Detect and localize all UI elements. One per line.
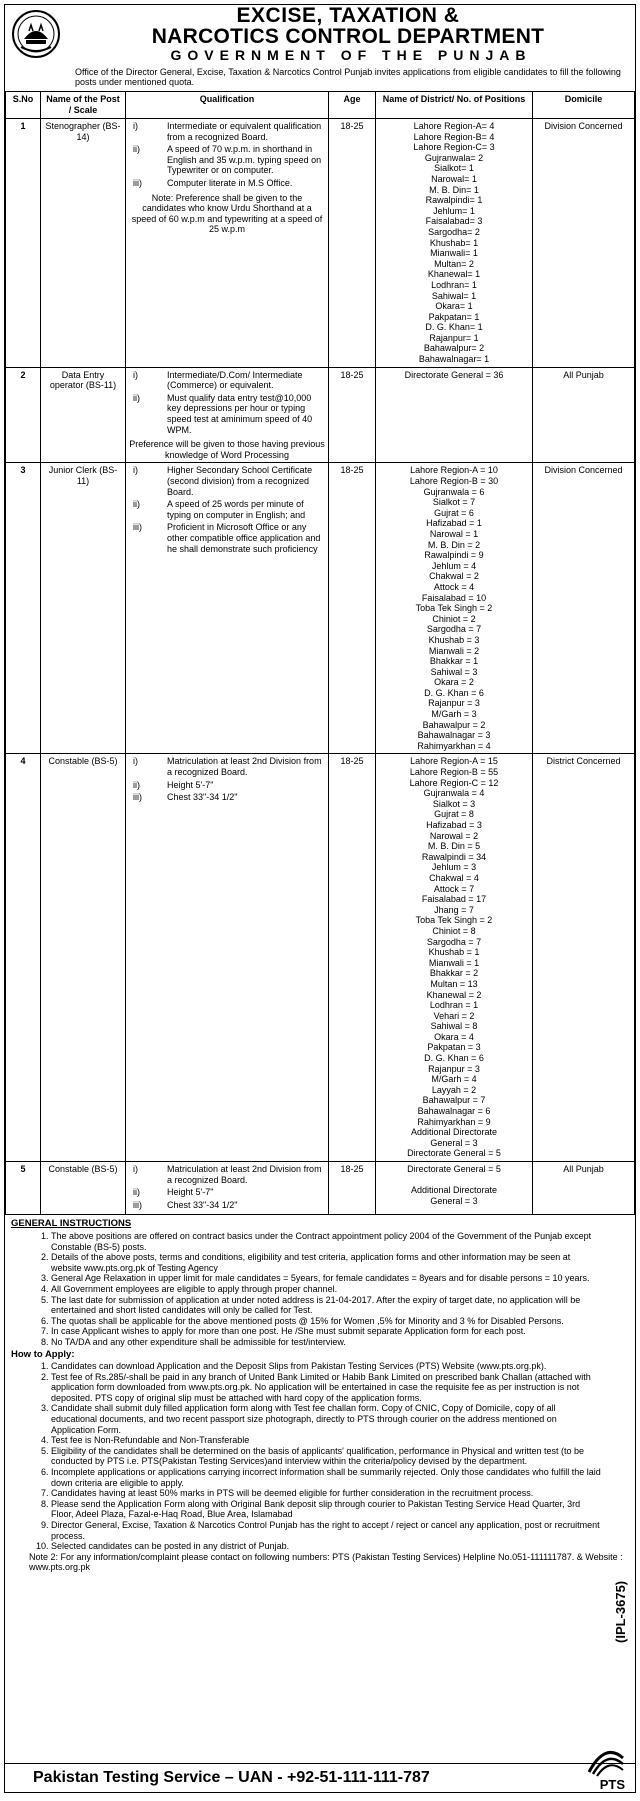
district-item: Rajanpur = 3 <box>428 698 480 709</box>
row-age: 18-25 <box>329 463 376 754</box>
district-item: Multan= 2 <box>434 258 474 269</box>
qualification-item <box>129 370 325 391</box>
district-item: Lahore Region-B = 30 <box>409 476 499 486</box>
qualification-text: Chest 33"-34 1/2" <box>167 1199 238 1210</box>
general-instructions <box>5 1215 635 1573</box>
district-item: M. B. Din= 1 <box>429 184 479 195</box>
district-item: Sialkot= 1 <box>434 163 474 174</box>
district-item: Jehlum = 4 <box>431 560 477 571</box>
pts-logo-label: PTS <box>599 1777 625 1792</box>
qualification-num: ii) <box>133 779 140 790</box>
district-item: Bahawalpur = 7 <box>422 1095 486 1106</box>
instruction-item: 2. Details of the above posts, terms and conditions, eligibility and test criteria, application forms and other information may be seen at website www.pts.org.pk of Testing Agency <box>51 1252 629 1273</box>
qualification-num: i) <box>133 465 138 476</box>
instruction-item: 8. No TA/DA and any other expenditure shall be admissible for test/interview. <box>51 1337 629 1348</box>
district-item: Gujrat = 6 <box>434 507 474 518</box>
instruction-item: 1. The above positions are offered on contract basics under the Contract appointment policy 2004 of the Government of the Punjab except Constable (BS-5) posts. <box>51 1231 629 1252</box>
general-list <box>11 1231 629 1348</box>
district-item: Additional Directorate <box>410 1127 498 1138</box>
district-item: Jhang = 7 <box>434 904 474 915</box>
qualification-text: A speed of 70 w.p.m. in shorthand in English and 35 w.p.m. typing speed on Typewriter or on computer. <box>167 144 322 176</box>
col-qualification: Qualification <box>126 92 329 119</box>
title-line-1: EXCISE, TAXATION & <box>236 4 460 27</box>
col-age: Age <box>329 92 376 119</box>
district-item: Sialkot = 7 <box>432 497 476 508</box>
qualification-text: Proficient in Microsoft Office or any other compatible office application and he shall demonstrate such proficiency <box>167 522 321 554</box>
col-districts: Name of District/ No. of Positions <box>376 92 533 119</box>
district-item: Directorate General = 36 <box>404 369 504 380</box>
row-domicile: Division Concerned <box>533 119 635 368</box>
general-heading: GENERAL INSTRUCTIONS <box>11 1218 132 1230</box>
punjab-emblem-icon <box>11 9 61 59</box>
footer <box>5 1763 635 1792</box>
row-districts <box>376 119 533 368</box>
qualification-text: Computer literate in M.S Office. <box>167 177 293 188</box>
instruction-item: 10. Selected candidates can be posted in any district of Punjab. <box>51 1541 629 1552</box>
district-item: M/Garh = 3 <box>431 709 477 720</box>
district-item: Sargodha = 7 <box>426 936 482 947</box>
qualification-item <box>129 1164 325 1185</box>
district-item: Pakpatan = 3 <box>427 1042 481 1053</box>
row-qualification <box>126 119 329 368</box>
district-item: Toba Tek Singh = 2 <box>415 915 493 926</box>
district-item: Lahore Region-B = 55 <box>409 767 499 778</box>
qualification-item <box>129 1200 325 1211</box>
district-item: Okara= 1 <box>435 301 473 312</box>
table-row <box>6 367 635 463</box>
district-item: Rajanpur= 1 <box>429 332 479 343</box>
district-item: M. B. Din = 5 <box>427 841 481 852</box>
district-item: Layyah = 2 <box>431 1084 477 1095</box>
row-age: 18-25 <box>329 119 376 368</box>
note-2: Note 2: For any information/complaint please contact on following numbers: PTS (Pakistan Testing Services) Helpline No.051-111111787. & Website : www.pts.org.pk <box>29 1551 623 1573</box>
qualification-note: Preference will be given to those having previous knowledge of Word Processing <box>129 439 325 460</box>
footer-text: Pakistan Testing Service – UAN - +92-51-111-111-787 <box>33 1769 430 1786</box>
qualification-text: Intermediate/D.Com/ Intermediate (Commerce) or equivalent. <box>167 369 303 391</box>
table-row <box>6 754 635 1162</box>
qualification-num: ii) <box>133 1187 140 1198</box>
qualification-item <box>129 121 325 142</box>
district-item: Jehlum = 3 <box>431 862 477 873</box>
qualification-item <box>129 1187 325 1198</box>
district-item: Chiniot = 2 <box>432 613 476 624</box>
district-item: Bahawalnagar = 3 <box>417 730 491 741</box>
instruction-item: 6. Incomplete applications or applications carrying incorrect information shall be summarily rejected. Only those candidates who fulfill the laid down criteria are eligible to apply. <box>51 1467 629 1488</box>
row-qualification <box>126 754 329 1162</box>
district-item: Lahore Region-B= 4 <box>413 131 495 142</box>
row-districts <box>376 463 533 754</box>
district-item: Multan = 13 <box>430 978 478 989</box>
row-domicile: All Punjab <box>533 367 635 463</box>
district-item: Chakwal = 2 <box>429 571 479 582</box>
row-qualification <box>126 463 329 754</box>
qualification-num: iii) <box>133 1199 142 1210</box>
row-post: Constable (BS-5) <box>41 1162 126 1215</box>
qualification-num: ii) <box>133 499 140 510</box>
table-header-row <box>6 92 635 119</box>
instruction-item: 6. The quotas shall be applicable for the above mentioned posts @ 15% for Women ,5% for Minority and 3 % for Disabled Persons. <box>51 1316 629 1327</box>
qualification-text: Height 5'-7" <box>167 1187 214 1198</box>
district-item: Narowal= 1 <box>431 173 477 184</box>
instruction-item: 9. Director General, Excise, Taxation & Narcotics Control Punjab has the right to accept / reject or cancel any application, post or recruitment process. <box>51 1520 629 1541</box>
district-item: Mianwali = 1 <box>428 957 480 968</box>
qualification-text: Higher Secondary School Certificate (second division) from a recognized Board. <box>167 465 313 497</box>
row-domicile: Division Concerned <box>533 463 635 754</box>
qualification-num: iii) <box>133 177 142 188</box>
district-item: Okara = 4 <box>434 1031 474 1042</box>
qualification-text: Chest 33"-34 1/2" <box>167 792 238 803</box>
district-item: Lahore Region-C = 12 <box>409 777 499 788</box>
district-item: Chiniot = 8 <box>432 925 476 936</box>
district-item: Pakpatan= 1 <box>428 311 480 322</box>
district-item: Gujranwala= 2 <box>424 152 484 163</box>
qualification-text: Matriculation at least 2nd Division from a recognized Board. <box>167 1164 322 1185</box>
district-item: Additional Directorate <box>410 1185 498 1196</box>
district-item: D. G. Khan= 1 <box>425 322 483 333</box>
district-item: Chakwal = 4 <box>429 872 479 883</box>
district-item: Sahiwal = 3 <box>430 666 478 677</box>
instruction-item: 3. General Age Relaxation in upper limit for male candidates = 5years, for female candidates = 8years and for disable persons = 10 years. <box>51 1273 629 1284</box>
row-sno: 5 <box>6 1162 41 1215</box>
qualification-text: Intermediate or equivalent qualification from a recognized Board. <box>167 121 322 142</box>
district-item: Faisalabad= 3 <box>425 216 483 227</box>
district-item: Rawalpindi= 1 <box>425 195 483 206</box>
qualification-num: iii) <box>133 522 142 533</box>
qualification-num: i) <box>133 756 138 767</box>
posts-table <box>5 91 635 1215</box>
district-item: Attock = 4 <box>433 581 475 592</box>
district-item: Okara = 2 <box>434 677 474 688</box>
district-item: Sahiwal= 1 <box>431 290 477 301</box>
district-item: Faisalabad = 17 <box>421 894 487 905</box>
district-item: Khanewal = 2 <box>426 989 482 1000</box>
qualification-item <box>129 499 325 520</box>
col-domicile: Domicile <box>533 92 635 119</box>
district-item: Rawalpindi = 9 <box>424 550 484 561</box>
district-item: Toba Tek Singh = 2 <box>415 603 493 614</box>
col-sno: S.No <box>6 92 41 119</box>
col-post: Name of the Post / Scale <box>41 92 126 119</box>
district-item: Lodhran = 1 <box>429 1000 479 1011</box>
district-item: D. G. Khan = 6 <box>424 1053 484 1064</box>
district-item: Rajanpur = 3 <box>428 1063 480 1074</box>
district-item: Narowal = 1 <box>429 528 479 539</box>
district-item: Jehlum= 1 <box>433 205 475 216</box>
qualification-item <box>129 780 325 791</box>
district-item: Bhakkar = 2 <box>429 968 479 979</box>
district-item: Directorate General = 5 <box>407 1148 501 1159</box>
district-item: General = 3 <box>430 1195 478 1206</box>
district-item: Sargodha= 2 <box>428 226 480 237</box>
row-post: Constable (BS-5) <box>41 754 126 1162</box>
qualification-text: A speed of 25 words per minute of typing on computer in English; and <box>167 499 306 520</box>
district-item: Gujrat = 8 <box>434 809 474 820</box>
qualification-num: i) <box>133 121 138 131</box>
row-sno: 2 <box>6 367 41 463</box>
row-districts <box>376 1162 533 1215</box>
how-list <box>11 1361 629 1552</box>
instruction-item: 7. In case Applicant wishes to apply for more than one post. He /She must submit separate Application form for each post. <box>51 1326 629 1337</box>
district-item: Hafizabad = 1 <box>426 518 482 529</box>
title-line-3: GOVERNMENT OF THE PUNJAB <box>170 47 532 63</box>
qualification-item <box>129 792 325 803</box>
district-item: Hafizabad = 3 <box>426 820 482 830</box>
district-item: Faisalabad = 10 <box>421 592 487 603</box>
district-item: Sialkot = 3 <box>432 798 476 809</box>
qualification-text: Must qualify data entry test@10,000 key depressions per hour or typing speed test at aminimum speed of 40 WPM. <box>167 392 313 435</box>
row-qualification <box>126 367 329 463</box>
instruction-item: 1. Candidates can download Application and the Deposit Slips from Pakistan Testing Services (PTS) Website (www.pts.org.pk). <box>51 1361 629 1372</box>
district-item: Rahimyarkhan = 4 <box>417 740 491 751</box>
ipl-number <box>613 1535 631 1645</box>
qualification-text: Matriculation at least 2nd Division from a recognized Board. <box>167 756 322 778</box>
district-item: Rawalpindi = 34 <box>421 851 487 862</box>
row-domicile: District Concerned <box>533 754 635 1162</box>
instruction-item: 8. Please send the Application Form along with Original Bank deposit slip through courier to Pakistan Testing Service Head Quarter, 3rd Floor, Adeel Plaza, Fazal-e-Haq Road, Blue Area, Islamabad <box>51 1499 629 1520</box>
district-item: Lahore Region-A = 15 <box>410 756 498 767</box>
district-item: Lahore Region-A = 10 <box>410 465 498 476</box>
district-item: General = 3 <box>430 1137 478 1148</box>
instruction-item: 5. The last date for submission of application at under noted address is 21-04-2017. After the expiry of target date, no application will be entertained and short listed candidates will only be called for Test. <box>51 1295 629 1316</box>
district-item: Gujranwala = 6 <box>423 486 485 497</box>
district-item: Vehari = 2 <box>433 1010 475 1021</box>
district-item: M/Garh = 4 <box>431 1074 477 1085</box>
qualification-num: ii) <box>133 144 140 155</box>
instruction-item: 3. Candidate shall submit duly filled application form along with Test fee challan form. Copy of CNIC, Copy of Domicile, copy of all educational documents, and two recent passport size photograph, directly to PTS through courier on the address mentioned on Application Form. <box>51 1403 629 1435</box>
row-sno: 4 <box>6 754 41 1162</box>
district-item: Khanewal= 1 <box>427 269 481 280</box>
district-item: Lahore Region-A= 4 <box>413 121 495 131</box>
district-item: Attock = 7 <box>433 883 475 894</box>
qualification-item <box>129 144 325 176</box>
district-item: Directorate General = 5 <box>407 1164 501 1174</box>
district-item <box>379 1175 529 1186</box>
district-item: Mianwali = 2 <box>428 645 480 656</box>
district-item: Bahawalnagar = 6 <box>417 1106 491 1117</box>
district-item: Lahore Region-C= 3 <box>413 142 495 153</box>
district-item: Khushab= 1 <box>429 237 479 248</box>
district-item: Bahawalpur= 2 <box>423 343 485 354</box>
qualification-item <box>129 393 325 435</box>
qualification-note: Note: Preference shall be given to the candidates who know Urdu Shorthand at a speed of 60 w.p.m and typewriting at a speed of 25 w.p.m <box>131 192 323 235</box>
qualification-item <box>129 756 325 777</box>
district-item: Bahawalpur = 2 <box>422 719 486 730</box>
qualification-item <box>129 522 325 554</box>
qualification-item <box>129 178 325 189</box>
qualification-text: Height 5'-7" <box>167 779 214 790</box>
qualification-item <box>129 465 325 497</box>
district-item: M. B. Din = 2 <box>427 539 481 550</box>
advertisement-page <box>4 4 636 1793</box>
table-row <box>6 463 635 754</box>
header <box>5 5 635 65</box>
district-item: Gujranwala = 4 <box>423 788 485 799</box>
instruction-item: 7. Candidates having at least 50% marks in PTS will be deemed eligible for further consideration in the recruitment process. <box>51 1488 629 1499</box>
instruction-item: 4. All Government employees are eligible to apply through proper channel. <box>51 1284 629 1295</box>
row-age: 18-25 <box>329 1162 376 1215</box>
table-row <box>6 1162 635 1215</box>
how-heading: How to Apply: <box>11 1348 75 1360</box>
row-districts <box>376 367 533 463</box>
district-item: Sahiwal = 8 <box>430 1021 478 1032</box>
district-item: Rahimyarkhan = 9 <box>417 1116 491 1127</box>
instruction-item: 2. Test fee of Rs.285/-shall be paid in any branch of United Bank Limited or Habib Bank Limited on prescribed bank Challan (attached with application form downloaded from www.pts.org.pk. No application will be entertained in case the requisite fee as per instruction is not deposited. PTS copy of original slip must be attached with hard copy of the application forms. <box>51 1372 629 1404</box>
district-item: Sargodha = 7 <box>426 624 482 635</box>
district-item: Bhakkar = 1 <box>429 656 479 667</box>
table-row <box>6 119 635 368</box>
district-item: Lodhran= 1 <box>431 279 477 290</box>
district-item: Khushab = 1 <box>428 947 480 958</box>
row-age: 18-25 <box>329 754 376 1162</box>
ipl-label: (IPL-3675) <box>613 1580 628 1643</box>
row-post: Junior Clerk (BS-11) <box>41 463 126 754</box>
row-districts <box>376 754 533 1162</box>
row-domicile: All Punjab <box>533 1162 635 1215</box>
row-qualification <box>126 1162 329 1215</box>
instruction-item: 5. Eligibility of the candidates shall be determined on the basis of applicants' qualification, performance in Physical and written test (to be conducted by PTS i.e. PTS(Pakistan Testing Services)and interview within the criteria/policy devised by the department. <box>51 1446 629 1467</box>
qualification-num: ii) <box>133 392 140 403</box>
qualification-num: i) <box>133 1164 138 1174</box>
row-post: Data Entry operator (BS-11) <box>41 367 126 463</box>
district-item: Bahawalnagar= 1 <box>418 354 490 365</box>
qualification-num: iii) <box>133 792 142 803</box>
instruction-item: 4. Test fee is Non-Refundable and Non-Transferable <box>51 1435 629 1446</box>
row-post: Stenographer (BS-14) <box>41 119 126 368</box>
title-line-2: NARCOTICS CONTROL DEPARTMENT <box>151 25 545 48</box>
intro-text: Office of the Director General, Excise, Taxation & Narcotics Control Punjab invites applications from eligible candidates to fill the following posts under mentioned quota. <box>75 67 621 87</box>
row-age: 18-25 <box>329 367 376 463</box>
row-sno: 1 <box>6 119 41 368</box>
row-sno: 3 <box>6 463 41 754</box>
district-item: Narowal = 2 <box>429 830 479 841</box>
district-item: D. G. Khan = 6 <box>424 687 484 698</box>
district-item: Khushab = 3 <box>428 634 480 645</box>
district-item: Mianwali= 1 <box>430 248 478 259</box>
qualification-num: i) <box>133 369 138 380</box>
